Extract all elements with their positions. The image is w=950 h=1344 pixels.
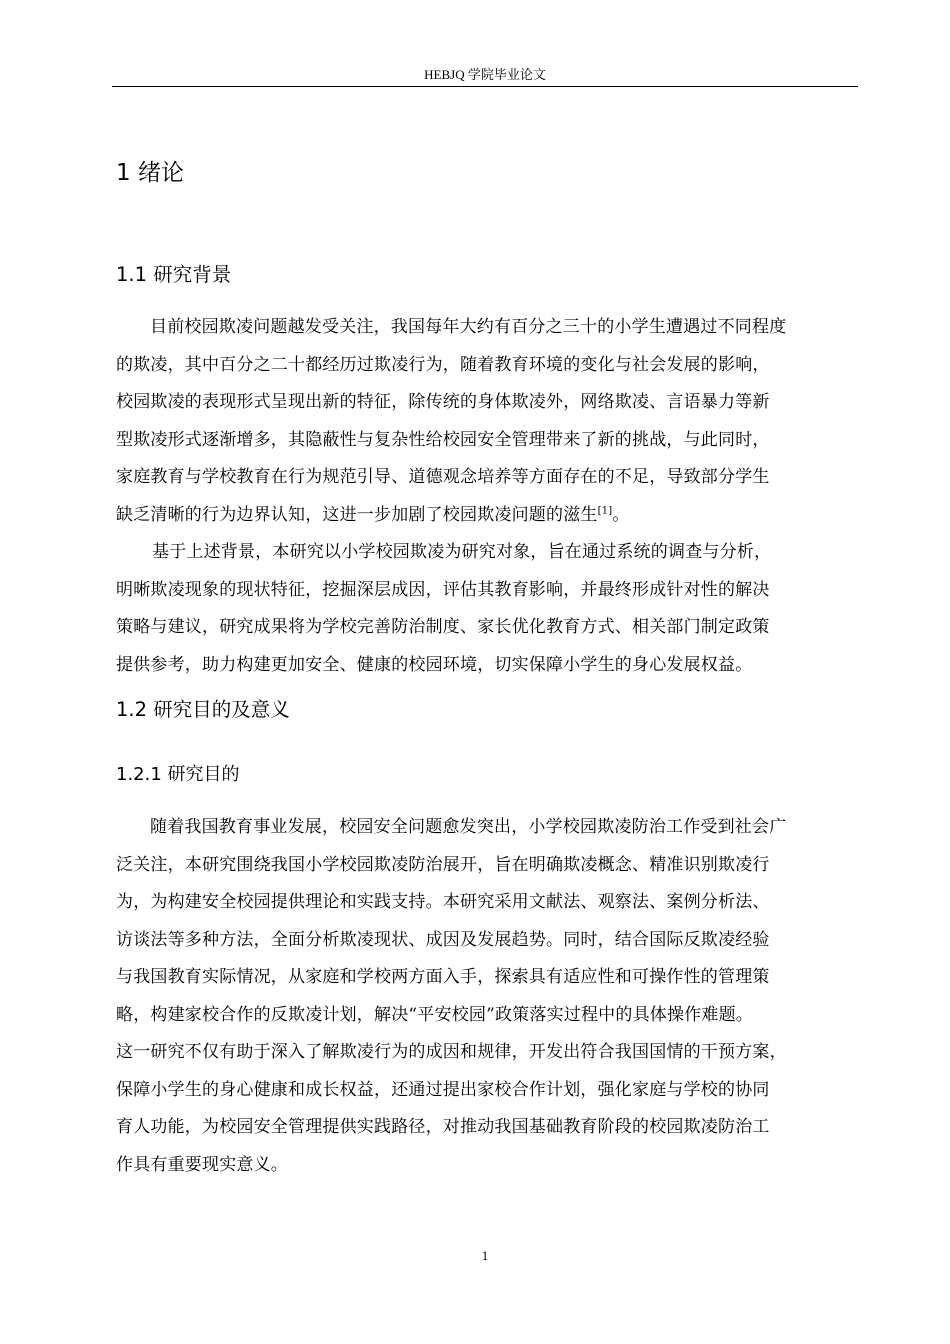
header-divider	[112, 86, 858, 87]
chapter-title: 1 绪论	[116, 160, 184, 186]
paragraph-line: 保障小学生的身心健康和成长权益，还通过提出家校合作计划，强化家庭与学校的协同	[116, 1079, 770, 1100]
paragraph-line: 提供参考，助力构建更加安全、健康的校园环境，切实保障小学生的身心发展权益。	[116, 654, 753, 675]
paragraph-line: 基于上述背景，本研究以小学校园欺凌为研究对象，旨在通过系统的调查与分析，	[152, 542, 772, 562]
paragraph-line: 访谈法等多种方法，全面分析欺凌现状、成因及发展趋势。同时，结合国际反欺凌经验	[116, 929, 770, 950]
page-number: 1	[481, 1248, 489, 1263]
paragraph-line: 泛关注，本研究围绕我国小学校园欺凌防治展开，旨在明确欺凌概念、精准识别欺凌行	[116, 854, 770, 875]
background-paragraph-1	[116, 309, 864, 534]
paragraph-line: 育人功能，为校园安全管理提供实践路径，对推动我国基础教育阶段的校园欺凌防治工	[116, 1117, 770, 1137]
paragraph-line: 与我国教育实际情况，从家庭和学校两方面入手，探索具有适应性和可操作性的管理策	[116, 967, 770, 987]
section-title-1-1: 1.1 研究背景	[116, 263, 232, 286]
purpose-paragraph	[116, 809, 864, 1184]
running-header: HEBJQ 学院毕业论文	[424, 67, 546, 82]
paragraph-line: 为，为构建安全校园提供理论和实践支持。本研究采用文献法、观察法、案例分析法、	[116, 892, 770, 912]
subsection-title-1-2-1: 1.2.1 研究目的	[116, 764, 240, 785]
background-paragraph-2	[116, 534, 864, 684]
paragraph-end: 。	[612, 504, 630, 525]
paragraph-line: 略，构建家校合作的反欺凌计划，解决“平安校园”政策落实过程中的具体操作难题。	[116, 1004, 753, 1025]
paragraph-line: 目前校园欺凌问题越发受关注，我国每年大约有百分之三十的小学生遭遇过不同程度	[150, 317, 787, 337]
paragraph-line: 策略与建议，研究成果将为学校完善防治制度、家长优化教育方式、相关部门制定政策	[116, 617, 770, 637]
paragraph-line: 作具有重要现实意义。	[116, 1154, 288, 1175]
paragraph-line: 随着我国教育事业发展，校园安全问题愈发突出，小学校园欺凌防治工作受到社会广	[150, 817, 787, 837]
citation-marker: [1]	[597, 504, 613, 516]
paragraph-line: 明晰欺凌现象的现状特征，挖掘深层成因，评估其教育影响，并最终形成针对性的解决	[116, 579, 770, 600]
paragraph-line: 的欺凌，其中百分之二十都经历过欺凌行为，随着教育环境的变化与社会发展的影响，	[116, 354, 770, 375]
paragraph-text: 缺乏清晰的行为边界认知，这进一步加剧了校园欺凌问题的滋生	[116, 504, 598, 525]
paragraph-line: 校园欺凌的表现形式呈现出新的特征，除传统的身体欺凌外，网络欺凌、言语暴力等新	[116, 392, 770, 412]
paragraph-line: 这一研究不仅有助于深入了解欺凌行为的成因和规律，开发出符合我国国情的干预方案，	[116, 1042, 787, 1062]
section-title-1-2: 1.2 研究目的及意义	[116, 698, 290, 721]
paragraph-line-last	[116, 497, 864, 535]
paragraph-line: 家庭教育与学校教育在行为规范引导、道德观念培养等方面存在的不足，导致部分学生	[116, 467, 770, 487]
paragraph-line: 型欺凌形式逐渐增多，其隐蔽性与复杂性给校园安全管理带来了新的挑战，与此同时，	[116, 429, 770, 450]
